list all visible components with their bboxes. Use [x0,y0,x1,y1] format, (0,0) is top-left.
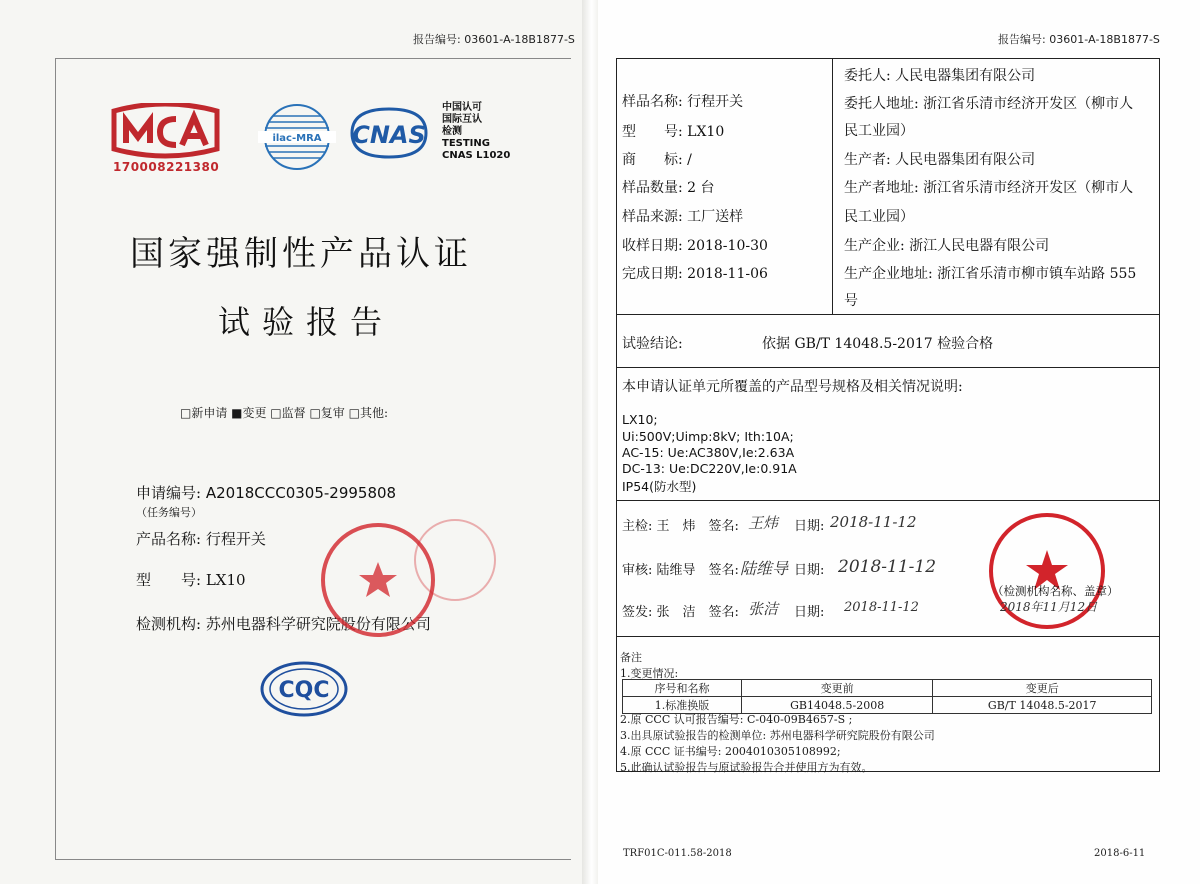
trademark-label: 商 标: [622,152,683,168]
notes-item: 4.原 CCC 证书编号: 2004010305108992; [620,745,841,758]
reviewer-date-label: 日期: [794,563,825,578]
notes-item: 5.此确认试验报告与原试验报告合并使用方为有效。 [620,761,873,774]
sample-name-label: 样品名称: [622,94,683,110]
producer-label: 生产者: [844,152,891,168]
producer-row [844,149,1035,169]
report-title: 国家强制性产品认证 [130,234,472,274]
change-table [622,679,1152,714]
sample-model-label: 型 号: [622,124,683,140]
task-number-note: （任务编号） [136,506,202,519]
sample-source-label: 样品来源: [622,209,683,225]
application-type-checkboxes: □新申请 ■变更 □监督 □复审 □其他: [180,406,388,420]
table-cell: 1.标准换版 [623,697,742,714]
bleed-through-text [260,65,272,82]
producer: 人民电器集团有限公司 [895,152,1036,168]
trademark: / [687,152,692,168]
cnas-caption-line: 中国认可 [442,102,482,113]
cnas-caption-line: 国际互认 [442,114,482,125]
factory: 浙江人民电器有限公司 [909,238,1050,254]
table-divider [832,58,833,314]
table-cell: GB14048.5-2008 [741,697,933,714]
producer-address-cont: 民工业园） [844,209,914,225]
notes-item: 1.变更情况: [620,667,679,680]
product-name-label: 产品名称: [136,530,202,548]
page-gutter [582,0,598,884]
received-date-row [622,235,768,255]
sample-name-row [622,91,743,111]
sample-name: 行程开关 [687,94,744,110]
notes-section [620,650,678,682]
factory-address: 浙江省乐清市柳市镇车站路 555 [937,266,1137,282]
faded-seal-icon [410,515,500,605]
application-number-label: 申请编号: [136,484,202,502]
svg-text:CNAS: CNAS [352,121,426,149]
table-header: 变更后 [933,680,1152,697]
table-header: 序号和名称 [623,680,742,697]
client-address-label: 委托人地址: [844,96,919,112]
client-address-cont: 民工业园） [844,123,914,139]
producer-address-row [844,177,1133,197]
reviewer-signature: 陆维导 [740,559,789,578]
report-detail-page [598,0,1200,884]
model-row [136,569,246,590]
svg-text:CQC: CQC [278,678,330,703]
tester-label: 主检: 王 炜 签名: [622,519,739,534]
report-number: 报告编号: 03601-A-18B1877-S [413,33,575,46]
notes-item: 3.出具原试验报告的检测单位: 苏州电器科学研究院股份有限公司 [620,729,935,742]
table-header-row [623,680,1152,697]
model-label: 型 号: [136,571,202,589]
completed-date: 2018-11-06 [687,266,768,282]
notes-item: 2.原 CCC 认可报告编号: C-040-09B4657-S ; [620,713,853,726]
application-number: A2018CCC0305-2995808 [205,484,397,502]
seal-date: 2018年11月12日 [1000,600,1098,614]
table-row [623,697,1152,714]
model: LX10 [205,571,246,589]
spec-line: LX10; [622,412,658,427]
producer-address-label: 生产者地址: [844,180,919,196]
approver-label: 签发: 张 洁 签名: [622,605,739,620]
approver-date: 2018-11-12 [844,600,919,615]
sample-model-row [622,121,724,141]
report-subtitle: 试验报告 [218,303,395,341]
producer-address: 浙江省乐清市经济开发区（柳市人 [923,180,1134,196]
form-date: 2018-6-11 [1094,848,1146,859]
client: 人民电器集团有限公司 [895,68,1036,84]
approver-date-label: 日期: [794,605,825,620]
notes-heading: 备注 [620,651,642,664]
completed-date-label: 完成日期: [622,266,683,282]
cover-frame [55,58,571,860]
client-address-row [844,93,1133,113]
table-divider [616,314,1160,315]
cnas-caption [442,102,510,162]
trademark-row [622,149,692,169]
seal-note: （检测机构名称、盖章） [992,584,1119,598]
sample-source: 工厂送样 [687,209,744,225]
spec-line: Ui:500V;Uimp:8kV; Ith:10A; [622,429,794,444]
client-label: 委托人: [844,68,891,84]
table-cell: GB/T 14048.5-2017 [933,697,1152,714]
factory-row [844,235,1049,255]
tester-date: 2018-11-12 [830,513,917,531]
factory-address-cont: 号 [844,293,858,309]
svg-text:ilac-MRA: ilac-MRA [272,133,322,144]
table-header: 变更前 [741,680,933,697]
cnas-caption-line: 检测 [442,126,462,137]
sample-quantity-label: 样品数量: [622,180,683,196]
application-number-row [136,482,396,503]
ilac-mra-logo-icon [256,100,338,174]
tester-date-label: 日期: [794,519,825,534]
table-divider [616,500,1160,501]
factory-label: 生产企业: [844,238,905,254]
received-date: 2018-10-30 [687,238,768,254]
reviewer-date: 2018-11-12 [838,557,937,577]
sample-quantity: 2 台 [687,180,715,196]
spec-line: DC-13: Ue:DC220V,Ie:0.91A [622,461,797,476]
cma-number: 170008221380 [113,160,220,174]
reviewer-label: 审核: 陆维导 签名: [622,563,739,578]
received-date-label: 收样日期: [622,238,683,254]
institution-label: 检测机构: [136,615,202,633]
sample-model: LX10 [687,124,725,140]
approver-signature: 张洁 [748,600,779,618]
scope-heading: 本申请认证单元所覆盖的产品型号规格及相关情况说明: [622,379,963,395]
factory-address-row [844,263,1136,283]
institution: 苏州电器科学研究院股份有限公司 [205,615,431,633]
cover-page [0,0,582,884]
cqc-logo-icon [258,660,350,718]
client-address: 浙江省乐清市经济开发区（柳市人 [923,96,1134,112]
spec-line: IP54(防水型) [622,479,697,494]
sample-source-row [622,206,743,226]
tester-signature: 王炜 [748,514,779,532]
conclusion-label: 试验结论: [622,336,683,352]
test-conclusion: 依据 GB/T 14048.5-2017 检验合格 [762,336,994,352]
product-name-row [136,528,266,549]
factory-address-label: 生产企业地址: [844,266,933,282]
cnas-caption-line: CNAS L1020 [442,150,511,161]
cnas-logo-icon [344,105,434,160]
notes-list [620,712,935,776]
product-name: 行程开关 [205,530,266,548]
sample-quantity-row [622,177,715,197]
cnas-caption-line: TESTING [442,138,490,149]
client-row [844,65,1035,85]
spec-line: AC-15: Ue:AC380V,Ie:2.63A [622,445,795,460]
form-number: TRF01C-011.58-2018 [623,848,732,859]
table-divider [616,367,1160,368]
table-divider [616,636,1160,637]
completed-date-row [622,263,768,283]
report-number: 报告编号: 03601-A-18B1877-S [998,33,1160,46]
